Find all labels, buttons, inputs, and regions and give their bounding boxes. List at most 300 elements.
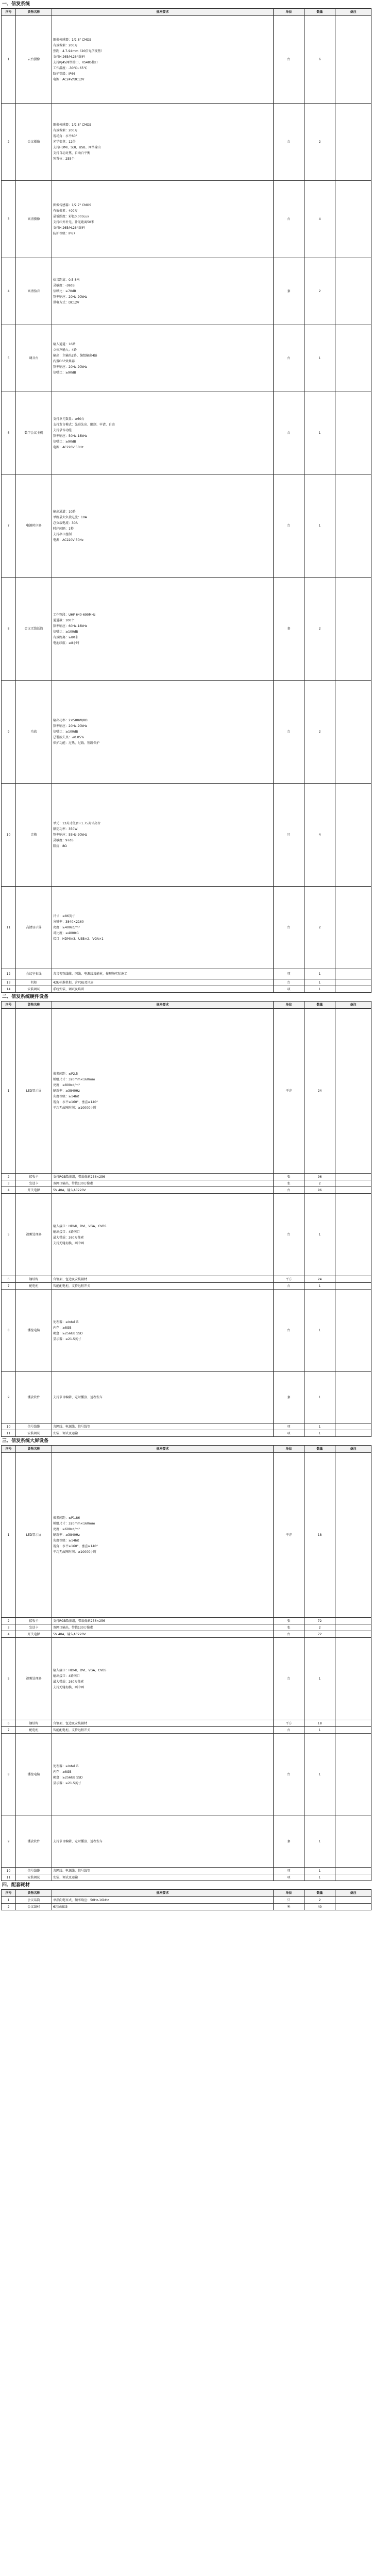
cell-spec: 安装、调试及运输 [52,1874,274,1881]
cell-unit: 平方 [274,1453,305,1618]
table-row [2,1874,371,1881]
cell-note [335,1638,371,1720]
cell-qty: 6 [305,16,335,104]
header-name: 货物名称 [16,1002,52,1009]
cell-unit: 台 [274,392,305,474]
cell-unit: 台 [274,474,305,578]
cell-note [335,969,371,979]
table-row [2,1372,371,1423]
table-row [2,1868,371,1874]
cell-spec: 输出通道：10路 单路最大负载电流：10A 总负载电流：30A 时序间隔：1秒 支持串口控制 电源：AC220V 50Hz [52,474,274,578]
cell-name: LED显示屏 [16,1453,52,1618]
cell-no: 13 [2,979,16,986]
cell-name: 配电柜 [16,1727,52,1734]
cell-name: 接收卡 [16,1618,52,1624]
cell-name: 调音台 [16,325,52,392]
cell-note [335,1897,371,1904]
table-row [2,1174,371,1180]
table-row [2,258,371,325]
cell-unit: 台 [274,1290,305,1372]
cell-unit: 项 [274,1868,305,1874]
table-row [2,1727,371,1734]
cell-no: 8 [2,578,16,681]
cell-note [335,1727,371,1734]
header-unit: 单位 [274,9,305,16]
section-1 [0,0,372,993]
cell-no: 7 [2,1727,16,1734]
cell-no: 7 [2,1283,16,1290]
cell-note [335,392,371,474]
cell-qty: 2 [305,887,335,969]
header-note: 备注 [335,1002,371,1009]
cell-no: 6 [2,1720,16,1727]
table-row [2,1430,371,1437]
cell-name: 高清拾音 [16,258,52,325]
cell-qty: 1 [305,969,335,979]
cell-spec: 系统安装、调试及培训 [52,986,274,993]
cell-unit: 平方 [274,1720,305,1727]
table-row [2,1180,371,1187]
cell-unit: 张 [274,1618,305,1624]
header-note: 备注 [335,9,371,16]
cell-name: 钢结构 [16,1276,52,1283]
cell-note [335,1453,371,1618]
header-spec: 规格要求 [52,1002,274,1009]
section-title: 三、信发系统大屏设备 [2,1438,49,1444]
cell-qty: 1 [305,1430,335,1437]
spec-table [1,1001,371,1437]
cell-unit: 台 [274,681,305,784]
cell-no: 1 [2,1897,16,1904]
cell-spec: 含音视频线缆、网线、电源线及辅材，按现场实际施工 [52,969,274,979]
cell-unit: 米 [274,1904,305,1910]
header-spec: 规格要求 [52,1446,274,1453]
cell-unit: 只 [274,1897,305,1904]
header-unit: 单位 [274,1446,305,1453]
cell-spec: 拾音距离：0.5-8米 灵敏度：-38dB 信噪比：≥70dB 频率响应：20Hz-20kHz 供电方式：DC12V [52,258,274,325]
cell-no: 11 [2,1430,16,1437]
cell-note [335,1816,371,1868]
cell-note [335,1720,371,1727]
table-row [2,887,371,969]
cell-note [335,784,371,887]
cell-unit: 项 [274,1430,305,1437]
cell-unit: 项 [274,1423,305,1430]
header-no: 序号 [2,1890,16,1897]
cell-note [335,1187,371,1194]
cell-qty: 4 [305,181,335,258]
cell-name: 会议室布线 [16,969,52,979]
table-row [2,1009,371,1174]
header-qty: 数量 [305,9,335,16]
table-row [2,1816,371,1868]
cell-spec: 支持节目编辑、定时播放、远程发布 [52,1816,274,1868]
cell-unit: 套 [274,1372,305,1423]
cell-no: 2 [2,1904,16,1910]
cell-note [335,104,371,181]
cell-spec: 安装、调试及运输 [52,1430,274,1437]
spec-table [1,8,371,993]
cell-no: 3 [2,1180,16,1187]
cell-no: 5 [2,1638,16,1720]
header-name: 货物名称 [16,9,52,16]
cell-qty: 2 [305,578,335,681]
cell-no: 10 [2,1423,16,1430]
cell-note [335,181,371,258]
cell-name: 播控电脑 [16,1734,52,1816]
cell-name: 开关电源 [16,1631,52,1638]
cell-note [335,578,371,681]
cell-spec: 处理器：≥Intel i5 内存：≥8GB 硬盘：≥256GB SSD 显示器：≥21.5英寸 [52,1290,274,1372]
cell-unit: 套 [274,258,305,325]
cell-qty: 96 [305,1187,335,1194]
cell-name: 信号线缆 [16,1868,52,1874]
cell-no: 2 [2,104,16,181]
header-no: 序号 [2,1002,16,1009]
cell-note [335,258,371,325]
cell-unit: 台 [274,887,305,969]
table-row [2,784,371,887]
cell-note [335,979,371,986]
section-2 [0,993,372,1437]
cell-no: 2 [2,1174,16,1180]
table-row [2,181,371,258]
cell-spec: 图像传感器：1/2.8" CMOS 有效像素：200万 焦距：4.7-94mm（20倍光学变焦） 支持H.265/H.264编码 支持RJ45网络接口、RS485接口 工作温度：-30℃~65℃ 防护等级：IP66 电源：AC24V/DC12V [52,16,274,104]
cell-name: 接收卡 [16,1174,52,1180]
section-title: 二、信发系统硬件设备 [2,994,49,999]
cell-spec: 像素间距：≤P2.5 模组尺寸：320mm×160mm 亮度：≥800cd/m² 刷新率：≥3840Hz 灰度等级：≥14bit 视角：水平≥160°，垂直≥140° 平均无故障时间：≥10000小时 [52,1009,274,1174]
cell-qty: 2 [305,258,335,325]
cell-qty: 1 [305,1423,335,1430]
cell-qty: 1 [305,979,335,986]
cell-unit: 项 [274,986,305,993]
cell-name: 安装调试 [16,1430,52,1437]
cell-spec: 单指向电容式，频率响应：50Hz-16kHz [52,1897,274,1904]
cell-name: 会议摄像 [16,104,52,181]
table-row [2,681,371,784]
cell-spec: 含网线、电源线、信号线等 [52,1868,274,1874]
cell-spec: 双网口输出，带载130万像素 [52,1624,274,1631]
cell-qty: 24 [305,1276,335,1283]
header-note: 备注 [335,1446,371,1453]
cell-qty: 1 [305,1194,335,1276]
cell-unit: 台 [274,16,305,104]
cell-name: 功放 [16,681,52,784]
cell-spec: 6芯屏蔽线 [52,1904,274,1910]
cell-no: 8 [2,1734,16,1816]
cell-spec: 支持RGB数据组，带载像素256×256 [52,1174,274,1180]
section-title: 一、信发系统 [2,2,30,7]
cell-note [335,474,371,578]
cell-qty: 1 [305,1868,335,1874]
cell-name: 云台摄像 [16,16,52,104]
cell-no: 5 [2,325,16,392]
cell-spec: 5V 40A，输入AC220V [52,1187,274,1194]
cell-unit: 平方 [274,1276,305,1283]
cell-spec: 输出功率：2×500W/8Ω 频率响应：20Hz-20kHz 信噪比：≥100dB 总谐波失真：≤0.05% 保护功能：过热、过载、短路保护 [52,681,274,784]
cell-no: 4 [2,1187,16,1194]
cell-spec: 支持单元数量：≥60台 支持发言模式：先进先出、限制、申请、自由 支持录音功能 频率响应：50Hz-18kHz 信噪比：≥90dB 电源：AC220V 50Hz [52,392,274,474]
cell-spec: 含钢架、包边及安装辅材 [52,1720,274,1727]
cell-qty: 1 [305,1816,335,1868]
cell-note [335,1009,371,1174]
cell-no: 1 [2,1453,16,1618]
cell-no: 4 [2,1631,16,1638]
cell-qty: 1 [305,392,335,474]
cell-qty: 1 [305,1874,335,1881]
cell-name: 开关电源 [16,1187,52,1194]
cell-spec: 处理器：≥Intel i5 内存：≥8GB 硬盘：≥256GB SSD 显示器：≥21.5英寸 [52,1734,274,1816]
cell-qty: 2 [305,1624,335,1631]
cell-name: 数字会议主机 [16,392,52,474]
cell-qty: 96 [305,1174,335,1180]
cell-spec: 42U标准机柜，含PDU及风扇 [52,979,274,986]
cell-no: 2 [2,1618,16,1624]
cell-qty: 1 [305,1283,335,1290]
table-row [2,325,371,392]
cell-no: 3 [2,1624,16,1631]
cell-no: 11 [2,887,16,969]
table-row [2,16,371,104]
header-qty: 数量 [305,1446,335,1453]
cell-name: 高清摄像 [16,181,52,258]
cell-note [335,1430,371,1437]
table-row [2,1618,371,1624]
cell-name: 音箱 [16,784,52,887]
table-row [2,986,371,993]
cell-qty: 72 [305,1631,335,1638]
cell-name: 安装调试 [16,986,52,993]
header-no: 序号 [2,9,16,16]
cell-unit: 项 [274,969,305,979]
cell-no: 10 [2,1868,16,1874]
table-row [2,578,371,681]
cell-qty: 1 [305,1734,335,1816]
cell-no: 1 [2,16,16,104]
table-row [2,1276,371,1283]
header-name: 货物名称 [16,1890,52,1897]
cell-no: 6 [2,392,16,474]
cell-unit: 只 [274,784,305,887]
cell-qty: 2 [305,1897,335,1904]
section-4 [0,1881,372,1910]
cell-no: 9 [2,1816,16,1868]
cell-qty: 1 [305,1727,335,1734]
header-no: 序号 [2,1446,16,1453]
section-title: 四、配套耗材 [2,1883,30,1888]
cell-no: 8 [2,1290,16,1372]
table-row [2,1631,371,1638]
cell-note [335,1290,371,1372]
cell-name: 发送卡 [16,1624,52,1631]
cell-note [335,1372,371,1423]
table-row [2,1638,371,1720]
table-row [2,1283,371,1290]
header-unit: 单位 [274,1002,305,1009]
cell-note [335,325,371,392]
cell-unit: 台 [274,1734,305,1816]
cell-unit: 台 [274,1638,305,1720]
cell-note [335,1618,371,1624]
table-row [2,1897,371,1904]
cell-unit: 平方 [274,1009,305,1174]
cell-name: 电源时序器 [16,474,52,578]
cell-qty: 2 [305,681,335,784]
cell-unit: 台 [274,1727,305,1734]
cell-spec: 输入接口：HDMI、DVI、VGA、CVBS 输出接口：4路网口 最大带载：260万像素 支持无缝切换、画中画 [52,1194,274,1276]
table-row [2,1904,371,1910]
cell-spec: 含网线、电源线、信号线等 [52,1423,274,1430]
cell-qty: 1 [305,474,335,578]
cell-note [335,1624,371,1631]
section-3 [0,1437,372,1881]
cell-note [335,1874,371,1881]
cell-spec: 输入通道：16路 立体声输入：4路 输出：主输出2路、编组输出4路 内置DSP效果器 频率响应：20Hz-20kHz 信噪比：≥90dB [52,325,274,392]
header-name: 货物名称 [16,1446,52,1453]
cell-no: 6 [2,1276,16,1283]
cell-name: 会议无线话筒 [16,578,52,681]
cell-spec: 图像传感器：1/2.7" CMOS 有效像素：400万 最低照度：彩色0.005Lux 支持红外补光，补光距离50米 支持H.265/H.264编码 防护等级：IP67 [52,181,274,258]
cell-spec: 图像传感器：1/2.8" CMOS 有效像素：200万 视场角：水平60° 光学变焦：12倍 支持HDMI、SDI、USB、网络输出 支持自动对焦、自动白平衡 预置位：255个 [52,104,274,181]
cell-qty: 2 [305,104,335,181]
cell-name: 配电柜 [16,1283,52,1290]
cell-qty: 24 [305,1009,335,1174]
cell-spec: 单元：12英寸低音+1.75英寸高音 额定功率：350W 频率响应：55Hz-20kHz 灵敏度：97dB 阻抗：8Ω [52,784,274,887]
cell-no: 5 [2,1194,16,1276]
cell-unit: 张 [274,1180,305,1187]
cell-note [335,16,371,104]
cell-spec: 智能配电柜，支持远程开关 [52,1727,274,1734]
cell-qty: 1 [305,986,335,993]
cell-no: 1 [2,1009,16,1174]
cell-unit: 台 [274,181,305,258]
cell-qty: 4 [305,784,335,887]
cell-unit: 台 [274,1631,305,1638]
cell-spec: 工作频段：UHF 640-690MHz 通道数：100个 频率响应：60Hz-18kHz 信噪比：≥100dB 有效距离：≥80米 电池续航：≥8小时 [52,578,274,681]
cell-note [335,1174,371,1180]
cell-unit: 台 [274,1187,305,1194]
cell-spec: 含钢架、包边及安装辅材 [52,1276,274,1283]
cell-no: 7 [2,474,16,578]
cell-unit: 张 [274,1624,305,1631]
cell-name: 钢结构 [16,1720,52,1727]
cell-qty: 1 [305,1638,335,1720]
table-row [2,1624,371,1631]
cell-unit: 台 [274,1194,305,1276]
cell-name: 播放软件 [16,1816,52,1868]
table-row [2,1290,371,1372]
table-row [2,1734,371,1816]
spec-table [1,1445,371,1881]
cell-name: 视频处理器 [16,1194,52,1276]
cell-no: 9 [2,681,16,784]
cell-no: 12 [2,969,16,979]
cell-no: 3 [2,181,16,258]
cell-qty: 1 [305,325,335,392]
cell-no: 10 [2,784,16,887]
cell-note [335,1734,371,1816]
cell-no: 11 [2,1874,16,1881]
table-row [2,474,371,578]
cell-spec: 支持节目编辑、定时播放、远程发布 [52,1372,274,1423]
cell-unit: 项 [274,1874,305,1881]
cell-qty: 1 [305,1290,335,1372]
cell-name: 播控电脑 [16,1290,52,1372]
cell-qty: 40 [305,1904,335,1910]
cell-note [335,1180,371,1187]
cell-name: 安装调试 [16,1874,52,1881]
cell-name: 会议话筒 [16,1897,52,1904]
cell-spec: 像素间距：≤P1.86 模组尺寸：320mm×160mm 亮度：≥600cd/m² 刷新率：≥3840Hz 灰度等级：≥14bit 视角：水平≥160°，垂直≥140° 平均无故障时间：≥10000小时 [52,1453,274,1618]
header-spec: 规格要求 [52,9,274,16]
cell-note [335,1868,371,1874]
cell-name: 会议线材 [16,1904,52,1910]
table-row [2,969,371,979]
cell-name: 播放软件 [16,1372,52,1423]
header-qty: 数量 [305,1002,335,1009]
cell-qty: 18 [305,1720,335,1727]
spec-table [1,1889,371,1910]
cell-spec: 5V 40A，输入AC220V [52,1631,274,1638]
cell-spec: 智能配电柜，支持远程开关 [52,1283,274,1290]
cell-note [335,1283,371,1290]
cell-no: 14 [2,986,16,993]
cell-qty: 72 [305,1618,335,1624]
cell-no: 4 [2,258,16,325]
cell-unit: 台 [274,979,305,986]
cell-qty: 2 [305,1180,335,1187]
header-unit: 单位 [274,1890,305,1897]
cell-note [335,887,371,969]
cell-spec: 尺寸：≥86英寸 分辨率：3840×2160 亮度：≥400cd/m² 对比度：≥4000:1 接口：HDMI×3、USB×2、VGA×1 [52,887,274,969]
table-row [2,1423,371,1430]
cell-name: 机柜 [16,979,52,986]
cell-name: LED显示屏 [16,1009,52,1174]
cell-note [335,1276,371,1283]
table-row [2,392,371,474]
table-row [2,1453,371,1618]
table-row [2,104,371,181]
header-note: 备注 [335,1890,371,1897]
cell-name: 信号线缆 [16,1423,52,1430]
header-spec: 规格要求 [52,1890,274,1897]
cell-note [335,1423,371,1430]
cell-name: 视频处理器 [16,1638,52,1720]
cell-spec: 双网口输出，带载130万像素 [52,1180,274,1187]
cell-note [335,986,371,993]
cell-spec: 输入接口：HDMI、DVI、VGA、CVBS 输出接口：4路网口 最大带载：260万像素 支持无缝切换、画中画 [52,1638,274,1720]
cell-unit: 台 [274,1283,305,1290]
cell-name: 高清显示屏 [16,887,52,969]
table-row [2,1194,371,1276]
table-row [2,1187,371,1194]
cell-qty: 18 [305,1453,335,1618]
cell-unit: 台 [274,104,305,181]
cell-spec: 支持RGB数据组，带载像素256×256 [52,1618,274,1624]
cell-note [335,1631,371,1638]
cell-qty: 1 [305,1372,335,1423]
cell-no: 9 [2,1372,16,1423]
cell-unit: 套 [274,578,305,681]
header-qty: 数量 [305,1890,335,1897]
cell-unit: 套 [274,1816,305,1868]
cell-note [335,1904,371,1910]
cell-note [335,1194,371,1276]
cell-unit: 张 [274,1174,305,1180]
table-row [2,979,371,986]
cell-unit: 台 [274,325,305,392]
cell-name: 发送卡 [16,1180,52,1187]
